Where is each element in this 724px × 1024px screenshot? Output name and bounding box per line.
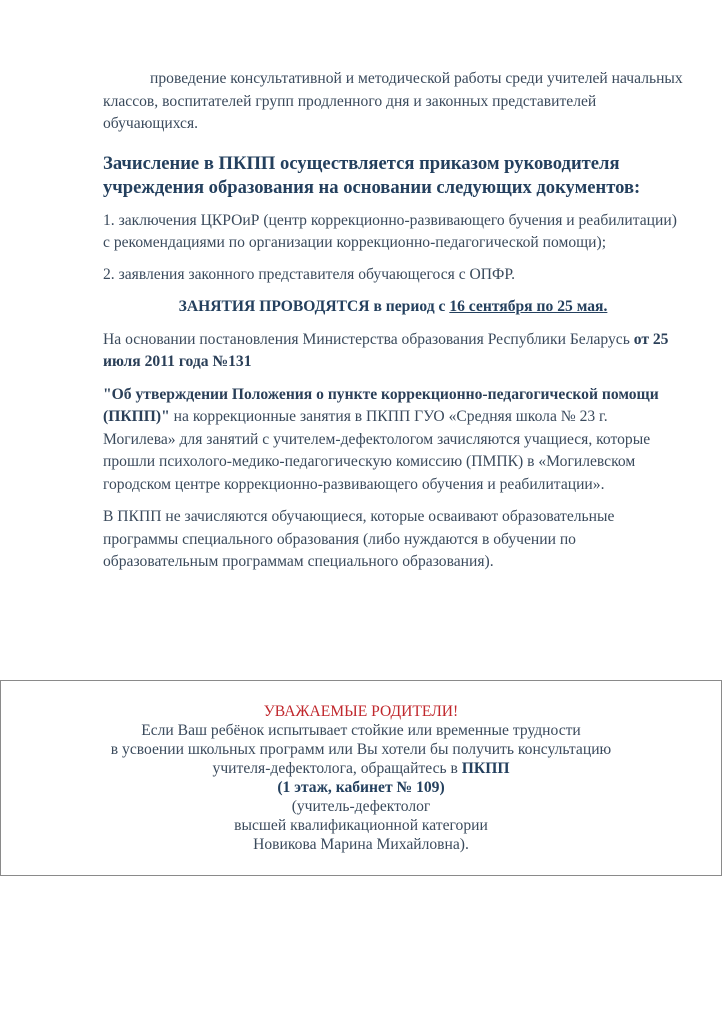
not-enrolled-paragraph: В ПКПП не зачисляются обучающиеся, которые осваивают образовательные программы специального образования (либо нуждаются в обучении по образовательным программам специального образования).: [103, 508, 615, 570]
regulation-title: "Об утверждении Положения о пункте коррекционно-педагогической помощи (ПКПП)": [103, 385, 659, 425]
lessons-period: 16 сентября по 25 мая: [449, 298, 604, 315]
notice-pkpp: ПКПП: [461, 760, 510, 777]
document-body: [103, 68, 683, 574]
notice-line-6: высшей квалификационной категории: [234, 817, 488, 834]
regulation-text: на коррекционные занятия в ПКПП ГУО «Средняя школа № 23 г. Могилева» для занятий с учителем-дефектологом зачисляются учащиеся, которые прошли психолого-медико-педагогическую комиссию (ПМПК) в «Могилевском городском центре коррекционно-развивающего обучения и реабилитации».: [103, 408, 651, 493]
notice-location: (1 этаж, кабинет № 109): [277, 779, 445, 796]
notice-line-3-text: учителя-дефектолога, обращайтесь в: [212, 760, 462, 777]
basis-text: На основании постановления Министерства образования Республики Беларусь: [103, 330, 634, 348]
lessons-label: ЗАНЯТИЯ ПРОВОДЯТСЯ: [178, 298, 370, 315]
enrollment-item-2: 2. заявления законного представителя обучающегося с ОПФР.: [103, 265, 515, 283]
basis-paragraph: [103, 329, 683, 374]
lessons-schedule: [103, 296, 683, 319]
enrollment-item-1: 1. заключения ЦКРОиР (центр коррекционно-развивающего бучения и реабилитации) с рекомендациями по организации коррекционно-педагогической помощи);: [103, 211, 677, 251]
intro-paragraph: проведение консультативной и методической работы среди учителей начальных классов, воспитателей групп продленного дня и законных представителей обучающихся.: [103, 70, 683, 132]
notice-title: УВАЖАЕМЫЕ РОДИТЕЛИ!: [263, 703, 459, 720]
regulation-paragraph: [103, 384, 683, 497]
basis-date: от 25 июля 2011 года №131: [103, 330, 669, 370]
notice-line-2: в усвоении школьных программ или Вы хотели бы получить консультацию: [110, 741, 612, 758]
notice-line-5: (учитель-дефектолог: [291, 798, 431, 815]
notice-line-7: Новикова Марина Михайловна).: [253, 836, 469, 853]
notice-line-3: [1, 759, 721, 778]
lessons-middle: в период с: [369, 298, 450, 315]
notice-line-1: Если Ваш ребёнок испытывает стойкие или временные трудности: [141, 722, 581, 739]
parents-notice-box: [0, 680, 722, 876]
lessons-end: .: [603, 298, 608, 315]
enrollment-heading: Зачисление в ПКПП осуществляется приказом руководителя учреждения образования на основании следующих документов:: [103, 152, 641, 198]
